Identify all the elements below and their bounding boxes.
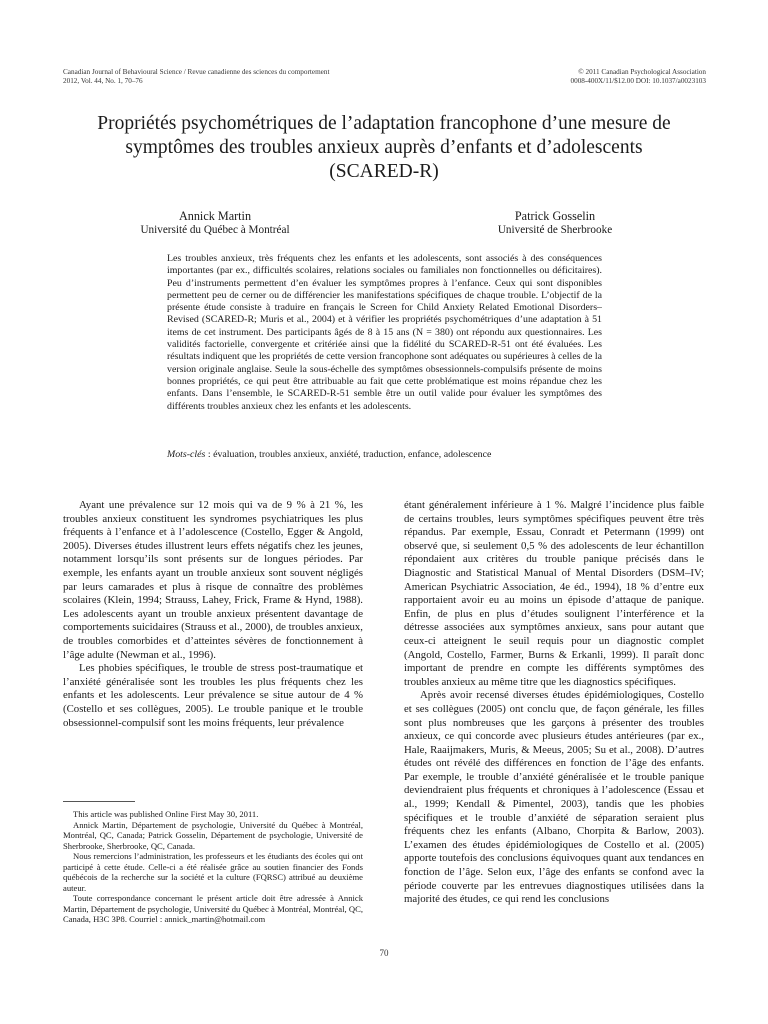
copyright-line: © 2011 Canadian Psychological Association xyxy=(578,68,706,76)
body-column-right xyxy=(404,499,704,907)
journal-volume: 2012, Vol. 44, No. 1, 70–76 xyxy=(63,77,143,85)
author-name: Annick Martin xyxy=(178,209,252,223)
title-line: (SCARED-R) xyxy=(329,161,439,182)
body-column-left xyxy=(63,499,363,730)
article-title xyxy=(40,112,728,184)
title-line: symptômes des troubles anxieux auprès d’enfants et d’adolescents xyxy=(125,137,643,158)
keywords xyxy=(167,449,602,461)
footnote-divider xyxy=(63,801,135,802)
footnotes xyxy=(63,809,363,925)
author-affiliation: Université du Québec à Montréal xyxy=(140,223,290,236)
keywords-text: : évaluation, troubles anxieux, anxiété, traduction, enfance, adolescence xyxy=(205,449,492,460)
footnote: Nous remercions l’administration, les professeurs et les étudiants des écoles qui ont participé à cette étude. Celle-ci a été réalisée grâce au soutien financier des Fonds québécois de la recherche sur la société et la culture (FQRSC) attribué au deuxième auteur. xyxy=(63,851,363,893)
abstract: Les troubles anxieux, très fréquents chez les enfants et les adolescents, sont associés à des conséquences importantes (par ex., difficultés scolaires, relations sociales ou familiales non fonctionnelles ou déficitaires). Peu d’instruments permettent d’en évaluer les symptômes propres à l’enfance. Ceux qui sont disponibles permettent peu de cerner ou de différencier les manifestations spécifiques de chaque trouble. L’objectif de la présente étude consiste à traduire en français le Screen for Child Anxiety Related Emotional Disorders–Revised (SCARED-R; Muris et al., 2004) et à vérifier les propriétés psychométriques d’une adaptation à 51 items de cet instrument. Des participants âgés de 8 à 15 ans (N = 380) ont répondu aux questionnaires. Les validités factorielle, convergente et critériée ainsi que la fidélité du SCARED-R-51 ont été évaluées. Les résultats indiquent que les propriétés de cette version francophone sont adéquates ou supérieures à celles de la version originale anglaise. Seule la sous-échelle des symptômes obsessionnels-compulsifs présente de moins bonnes propriétés, ce qui peut être attribuable au fait que cette problématique est moins répandue chez les enfants. Dans l’ensemble, le SCARED-R-51 semble être un outil valide pour évaluer les symptômes des différents troubles anxieux chez les enfants et les adolescents. xyxy=(167,253,602,412)
body-paragraph: Ayant une prévalence sur 12 mois qui va de 9 % à 21 %, les troubles anxieux constituent les syndromes psychiatriques les plus fréquents à l’enfance et à l’adolescence (Costello, Egger & Angold, 2005). Diverses études illustrent leurs effets négatifs chez les jeunes, notamment lorsqu’ils sont présents sur de longues périodes. Par exemple, les enfants ayant un trouble anxieux sont souvent négligés par leurs camarades et plus à risque de connaître des problèmes scolaires (Klein, 1994; Strauss, Lahey, Frick, Frame & Hynd, 1988). Les adolescents ayant un trouble anxieux présentent davantage de comportements suicidaires (Strauss et al., 2000), de troubles anxieux, de troubles comorbides et d’atteintes sévères de fonctionnement à l’âge adulte (Newman et al., 1996). xyxy=(63,499,363,661)
journal-name: Canadian Journal of Behavioural Science / Revue canadienne des sciences du comportement xyxy=(63,68,330,76)
author-block-gosselin xyxy=(470,210,640,237)
author-name: Patrick Gosselin xyxy=(514,209,596,223)
footnote: This article was published Online First May 30, 2011. xyxy=(73,809,259,819)
journal-header-left xyxy=(63,68,329,86)
author-affiliation: Université de Sherbrooke xyxy=(497,223,613,236)
footnote: Annick Martin, Département de psychologie, Université du Québec à Montréal, Montréal, QC, Canada; Patrick Gosselin, Département de psychologie, Université de Sherbrooke, Sherbrooke, QC, Canada. xyxy=(63,819,363,851)
doi-line: 0008-400X/11/$12.00 DOI: 10.1037/a0023103 xyxy=(570,77,706,85)
journal-header-right xyxy=(571,68,707,86)
body-paragraph: Après avoir recensé diverses études épidémiologiques, Costello et ses collègues (2005) ont conclu que, de façon générale, les filles sont plus nombreuses que les garçons à présenter des troubles anxieux, ce qui concorde avec plusieurs études antérieures (par ex., Hale, Raaijmakers, Muris, & Meeus, 2005; Su et al., 2008). D’autres études ont révélé des différences en fonction de l’âge des enfants. Par exemple, le trouble d’anxiété généralisée et le trouble panique deviendraient plus fréquents et chroniques à l’adolescence (Essau et al., 1999; Kendall & Pimentel, 2003), tandis que les phobies spécifiques et le trouble d’anxiété de séparation seraient plus fréquents chez les enfants (Albano, Chorpita & Barlow, 2003). L’examen des études épidémiologiques de Costello et al. (2005) apporte toutefois des conclusions équivoques quant aux tendances en fonction de l’âge. Selon eux, l’âge des enfants se confond avec la période couverte par les entrevues diagnostiques utilisées dans la majorité des études, ce qui rend les conclusions xyxy=(404,689,704,906)
body-paragraph: Les phobies spécifiques, le trouble de stress post-traumatique et l’anxiété généralisée sont les troubles les plus fréquents chez les enfants et les adolescents. Leur prévalence se situe autour de 4 % (Costello et ses collègues, 2005). Le trouble panique et le trouble obsessionnel-compulsif sont les moins fréquents, leur prévalence xyxy=(63,662,363,729)
author-block-martin xyxy=(130,210,300,237)
footnote: Toute correspondance concernant le présent article doit être adressée à Annick Martin, Département de psychologie, Université du Québec à Montréal, Montréal, QC, Canada, H3C 3P8. Courriel : annick_martin@hotmail.com xyxy=(63,893,363,924)
page-number: 70 xyxy=(379,948,389,958)
body-paragraph: étant généralement inférieure à 1 %. Malgré l’incidence plus faible de certains troubles, leurs symptômes spécifiques peuvent être très répandus. Par exemple, Essau, Conradt et Petermann (1999) ont observé que, si seulement 0,5 % des adolescents de leur échantillon répondaient aux critères du trouble panique précisés dans le Diagnostic and Statistical Manual of Mental Disorders (DSM–IV; American Psychiatric Association, 4e éd., 1994), 18 % d’entre eux rapportaient avoir eu au moins un épisode d’attaque de panique. Enfin, de plus en plus d’études soulignent l’interférence et la détresse associées aux symptômes anxieux, sans pour autant que ceux-ci atteignent le seuil requis pour un diagnostic complet (Angold, Costello, Farmer, Burns & Erkanli, 1999). Il paraît donc important de prendre en compte les différents symptômes des troubles anxieux au même titre que les diagnostics spécifiques. xyxy=(404,499,704,688)
title-line: Propriétés psychométriques de l’adaptation francophone d’une mesure de xyxy=(97,113,671,134)
keywords-label: Mots-clés xyxy=(167,449,206,460)
